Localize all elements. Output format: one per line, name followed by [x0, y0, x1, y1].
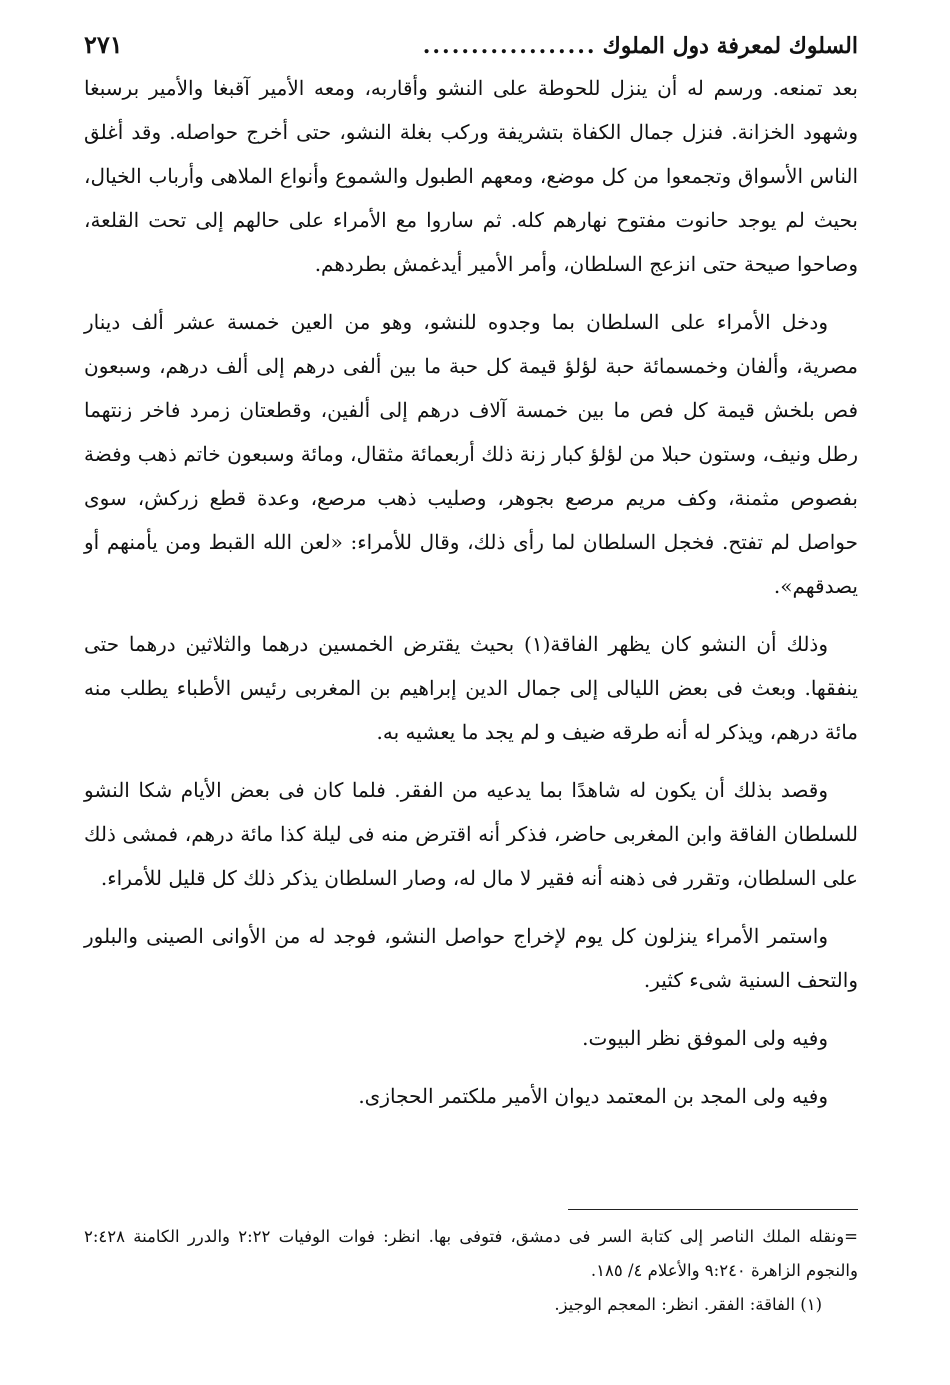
paragraph-6: وفيه ولى الموفق نظر البيوت.: [582, 1026, 828, 1050]
page-number: ٢٧١: [84, 30, 123, 59]
running-header: [84, 24, 858, 66]
footnotes: [84, 1220, 858, 1322]
paragraph-1: بعد تمنعه. ورسم له أن ينزل للحوطة على النشو وأقاربه، ومعه الأمير آقبغا والأمير برسبغا وشهود الخزانة. فنزل جمال الكفاة بتشريفة وركب بغلة النشو، حتى أخرج حواصله. وقد أغلق الناس الأسواق وتجمعوا من كل موضع، ومعهم الطبول والشموع وأنواع الملاهى وأرباب الخيال، بحيث لم يوجد حانوت مفتوح نهارهم كله. ثم ساروا مع الأمراء على حالهم إلى تحت القلعة، وصاحوا صيحة حتى انزعج السلطان، وأمر الأمير أيدغمش بطردهم.: [84, 76, 858, 276]
leader-dots: ..................: [422, 33, 597, 59]
paragraph-3: وذلك أن النشو كان يظهر الفاقة(١) بحيث يقترض الخمسين درهما والثلاثين درهما حتى ينفقها. وبعث فى بعض الليالى إلى جمال الدين إبراهيم بن المغربى رئيس الأطباء يطلب منه مائة درهم، ويذكر له أنه طرقه ضيف و لم يجد ما يعشيه به.: [84, 632, 858, 744]
paragraph-4: وقصد بذلك أن يكون له شاهدًا بما يدعيه من الفقر. فلما كان فى بعض الأيام شكا النشو للسلطان الفاقة وابن المغربى حاضر، فذكر أنه اقترض منه فى ليلة كذا مائة درهم، فمشى ذلك على السلطان، وتقرر فى ذهنه أنه فقير لا مال له، وصار السلطان يذكر ذلك كل قليل للأمراء.: [84, 778, 858, 890]
book-page: [84, 24, 858, 1314]
footnote-continuation: =ونقله الملك الناصر إلى كتابة السر فى دمشق، فتوفى بها. انظر: فوات الوفيات ٢:٢٢ والدرر الكامنة ٢:٤٢٨ والنجوم الزاهرة ٩:٢٤٠ والأعلام ٤/ ١٨٥.: [84, 1227, 858, 1280]
book-title: السلوك لمعرفة دول الملوك: [602, 33, 858, 59]
paragraph-5: واستمر الأمراء ينزلون كل يوم لإخراج حواصل النشو، فوجد له من الأوانى الصينى والبلور والتحف السنية شىء كثير.: [84, 924, 858, 992]
paragraph-2: ودخل الأمراء على السلطان بما وجدوه للنشو، وهو من العين خمسة عشر ألف دينار مصرية، وألفان وخمسمائة حبة لؤلؤ قيمة كل حبة ما بين ألفى درهم إلى ألف درهم، وسبعون فص بلخش قيمة كل فص ما بين خمسة آلاف درهم إلى ألفين، وقطعتان زمرد فاخر زنتهما رطل ونيف، وستون حبلا من لؤلؤ كبار زنة ذلك أربعمائة مثقال، ومائة وسبعون خاتم ذهب وفضة بفصوص مثمنة، وكف مريم مرصع بجوهر، وصليب ذهب مرصع، وعدة قطع زركش، سوى حواصل لم تفتح. فخجل السلطان لما رأى ذلك، وقال للأمراء: «لعن الله القبط ومن يأمنهم أو يصدقهم».: [84, 310, 858, 598]
footnote-1: (١) الفاقة: الفقر. انظر: المعجم الوجيز.: [554, 1295, 822, 1314]
paragraph-7: وفيه ولى المجد بن المعتمد ديوان الأمير ملكتمر الحجازى.: [358, 1084, 828, 1108]
main-text: [84, 66, 858, 1118]
footnote-separator: [568, 1209, 858, 1210]
